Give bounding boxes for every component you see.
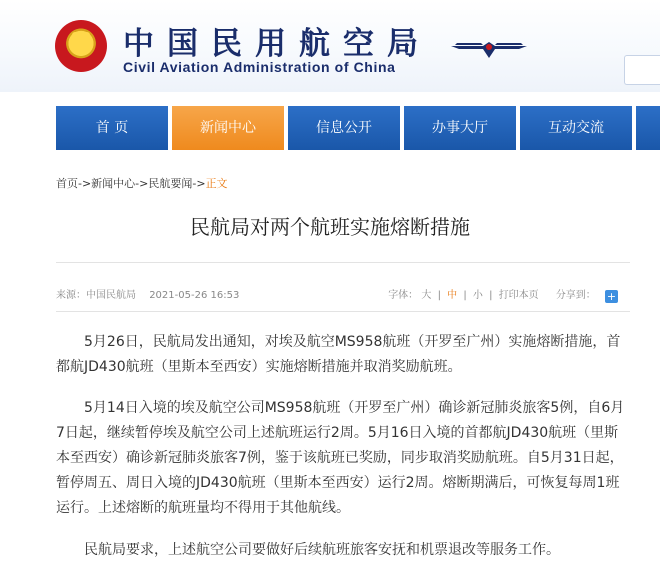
article-title: 民航局对两个航班实施熔断措施 [190,215,470,239]
separator: | [437,290,441,301]
nav-item-service-hall[interactable]: 办事大厅 [404,106,516,150]
divider [56,262,630,263]
article-meta [56,286,630,302]
share-label: 分享到： [555,290,596,301]
font-size-label: 字体： [388,290,419,301]
breadcrumb-current: 正文 [205,177,228,190]
article-datetime: 2021-05-26 16:53 [149,290,240,301]
article-source: 来源：中国民航局 [56,290,136,301]
article-paragraph: 5月26日，民航局发出通知，对埃及航空MS958航班（开罗至广州）实施熔断措施，首都航JD430航班（里斯本至西安）实施熔断措施并取消奖励航班。 [56,334,621,375]
font-small-link[interactable]: 小 [472,290,483,301]
article-paragraph: 民航局要求，上述航空公司要做好后续航班旅客安抚和机票退改等服务工作。 [84,542,560,558]
share-plus-icon[interactable]: + [606,290,617,303]
article-tools [388,286,618,303]
font-large-link[interactable]: 大 [421,290,432,301]
site-title-cn[interactable]: 中国民用航空局 [123,26,431,62]
nav-item-interaction[interactable]: 互动交流 [520,106,632,150]
article-paragraph: 5月14日入境的埃及航空公司MS958航班（开罗至广州）确诊新冠肺炎旅客5例，自6月7日起，继续暂停埃及航空公司上述航班运行2周。5月16日入境的首都航JD430航班（里斯本至西安）确诊新冠肺炎旅客7例，鉴于该航班已奖励，同步取消奖励航班。自5月31日起，暂停周五、周日入境的JD430航班（里斯本至西安）运行2周。熔断期满后，可恢复每周1班运行。上述熔断的航班量均不得用于其他航线。 [56,400,625,516]
separator: | [463,290,467,301]
breadcrumb [56,175,228,191]
font-medium-link[interactable]: 中 [447,290,458,301]
site-title-en[interactable]: Civil Aviation Administration of China [123,59,396,75]
site-header [0,0,660,92]
breadcrumb-path[interactable]: 首页->新闻中心->民航要闻-> [56,177,206,190]
nav-item-home[interactable]: 首 页 [56,106,168,150]
print-link[interactable]: 打印本页 [498,290,539,301]
divider [56,311,630,312]
search-input[interactable] [624,55,660,85]
nav-item-more[interactable] [636,106,660,150]
main-nav [0,106,660,150]
separator: | [489,290,493,301]
national-emblem-icon [55,20,107,72]
caac-wings-logo-icon [449,34,529,62]
nav-item-news-center[interactable]: 新闻中心 [172,106,284,150]
nav-item-info-disclosure[interactable]: 信息公开 [288,106,400,150]
